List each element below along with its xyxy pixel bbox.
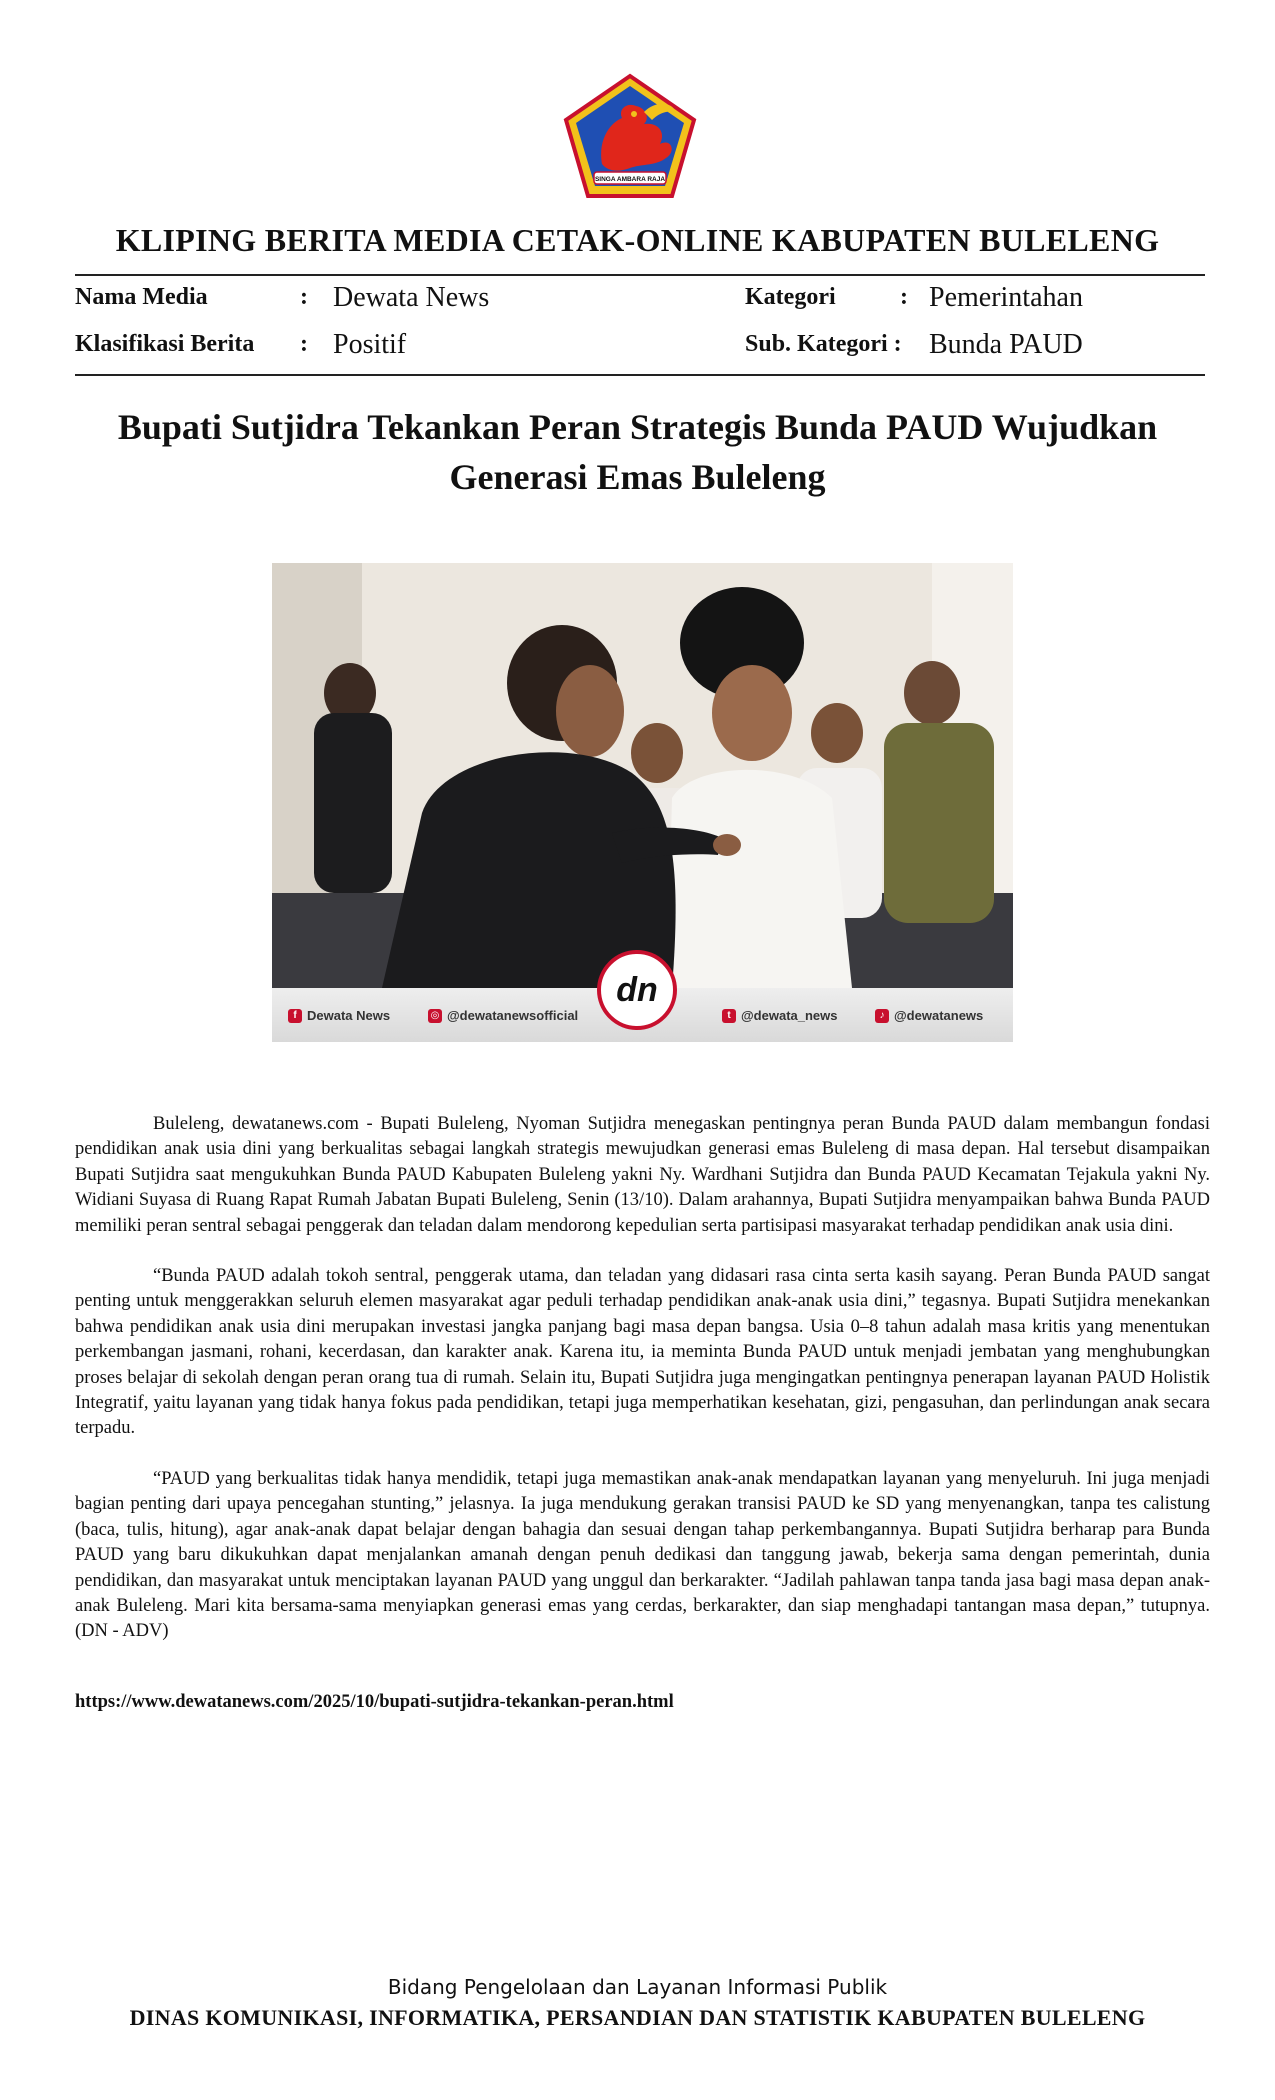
tiktok-handle-text: @dewatanews bbox=[894, 1008, 984, 1023]
sub-kategori-value: Bunda PAUD bbox=[929, 329, 1083, 360]
nama-media-label: Nama Media bbox=[75, 284, 208, 310]
logo-ribbon-text: SINGA AMBARA RAJA bbox=[594, 176, 666, 183]
footer-agency: DINAS KOMUNIKASI, INFORMATIKA, PERSANDIAN DAN STATISTIK KABUPATEN BULELENG bbox=[129, 2005, 1146, 2030]
meta-divider bbox=[75, 374, 1205, 376]
kategori-colon: : bbox=[900, 284, 908, 310]
headline-line-2: Generasi Emas Buleleng bbox=[449, 457, 826, 497]
article-paragraph-3: “PAUD yang berkualitas tidak hanya mendidik, tetapi juga memastikan anak-anak mendapatkan layanan yang menyeluruh. Ini juga menjadi bagian penting dari upaya pencegahan stunting,” jelasnya. Ia juga mendukung gerakan transisi PAUD ke SD yang menyenangkan, tanpa tes calistung (baca, tulis, hitung), agar anak-anak dapat belajar dengan bahagia dan sesuai dengan tahap perkembangannya. Bupati Sutjidra berharap para Bunda PAUD yang baru dikukuhkan dapat menjalankan amanah dengan penuh dedikasi dan tanggung jawab, bekerja sama dengan pemerintah, dunia pendidikan, dan masyarakat untuk menciptakan layanan PAUD yang unggul dan berkarakter. “Jadilah pahlawan tanpa tanda jasa bagi masa depan anak-anak Buleleng. Mari kita bersama-sama menyiapkan generasi emas yang cerdas, berkarakter, dan siap menghadapi tantangan masa depan,” tutupnya. (DN - ADV) bbox=[75, 1468, 1210, 1642]
article-paragraph-2: “Bunda PAUD adalah tokoh sentral, penggerak utama, dan teladan yang didasari rasa cinta serta kasih sayang. Peran Bunda PAUD sangat penting untuk menggerakkan seluruh elemen masyarakat agar peduli terhadap pendidikan anak-anak usia dini,” tegasnya. Bupati Sutjidra menekankan bahwa pendidikan anak usia dini merupakan investasi jangka panjang bagi masa depan bangsa. Usia 0–8 tahun adalah masa kritis yang menentukan perkembangan jasmani, rohani, kecerdasan, dan karakter anak. Karena itu, ia meminta Bunda PAUD untuk menjadi jembatan yang menghubungkan proses belajar di sekolah dengan peran orang tua di rumah. Selain itu, Bupati Sutjidra juga mengingatkan pentingnya penerapan layanan PAUD Holistik Integratif, yaitu layanan yang tidak hanya fokus pada pendidikan, tetapi juga memperhatikan kesehatan, gizi, pengasuhan, dan perlindungan anak secara terpadu. bbox=[75, 1266, 1210, 1439]
article-body bbox=[75, 1112, 1210, 1670]
top-divider bbox=[75, 274, 1205, 276]
facebook-handle bbox=[288, 1008, 390, 1023]
article-paragraph-1: Buleleng, dewatanews.com - Bupati Buleleng, Nyoman Sutjidra menegaskan pentingnya peran Bunda PAUD dalam membangun fondasi pendidikan anak usia dini yang berkualitas sebagai langkah strategis mewujudkan generasi emas Buleleng di masa depan. Hal tersebut disampaikan Bupati Sutjidra saat mengukuhkan Bunda PAUD Kabupaten Buleleng yakni Ny. Wardhani Sutjidra dan Bunda PAUD Kecamatan Tejakula yakni Ny. Widiani Suyasa di Ruang Rapat Rumah Jabatan Bupati Buleleng, Senin (13/10). Dalam arahannya, Bupati Sutjidra menyampaikan bahwa Bunda PAUD memiliki peran sentral sebagai penggerak dan teladan dalam mendorong kepedulian serta partisipasi masyarakat terhadap pendidikan anak usia dini. bbox=[75, 1114, 1210, 1236]
klasifikasi-value: Positif bbox=[333, 329, 407, 360]
buleleng-regency-logo bbox=[560, 72, 700, 202]
nama-media-colon: : bbox=[300, 284, 308, 310]
article-headline bbox=[100, 402, 1175, 502]
twitter-handle-text: @dewata_news bbox=[741, 1008, 838, 1023]
instagram-handle-text: @dewatanewsofficial bbox=[447, 1008, 579, 1023]
klasifikasi-colon: : bbox=[300, 331, 308, 357]
source-url: https://www.dewatanews.com/2025/10/bupati-sutjidra-tekankan-peran.html bbox=[75, 1692, 674, 1712]
sub-kategori-label: Sub. Kategori : bbox=[745, 331, 902, 357]
document-title: KLIPING BERITA MEDIA CETAK-ONLINE KABUPATEN BULELENG bbox=[115, 222, 1160, 258]
twitter-icon: t bbox=[722, 1009, 736, 1023]
footer-division: Bidang Pengelolaan dan Layanan Informasi Publik bbox=[387, 1975, 888, 1999]
dewatanews-logo bbox=[597, 950, 677, 1030]
facebook-icon: f bbox=[288, 1009, 302, 1023]
kategori-value: Pemerintahan bbox=[929, 282, 1083, 313]
tiktok-handle bbox=[875, 1008, 983, 1023]
twitter-handle bbox=[722, 1008, 838, 1023]
dewatanews-logo-text: dn bbox=[616, 970, 658, 1009]
instagram-handle bbox=[428, 1008, 578, 1023]
klasifikasi-label: Klasifikasi Berita bbox=[75, 331, 255, 357]
facebook-handle-text: Dewata News bbox=[307, 1008, 391, 1023]
instagram-icon: ◎ bbox=[428, 1009, 442, 1023]
kategori-label: Kategori bbox=[745, 284, 836, 310]
photo-social-bar bbox=[272, 970, 1013, 1042]
headline-line-1: Bupati Sutjidra Tekankan Peran Strategis Bunda PAUD Wujudkan bbox=[117, 407, 1158, 447]
tiktok-icon: ♪ bbox=[875, 1009, 889, 1023]
article-photo bbox=[272, 563, 1013, 1042]
nama-media-value: Dewata News bbox=[333, 282, 490, 313]
